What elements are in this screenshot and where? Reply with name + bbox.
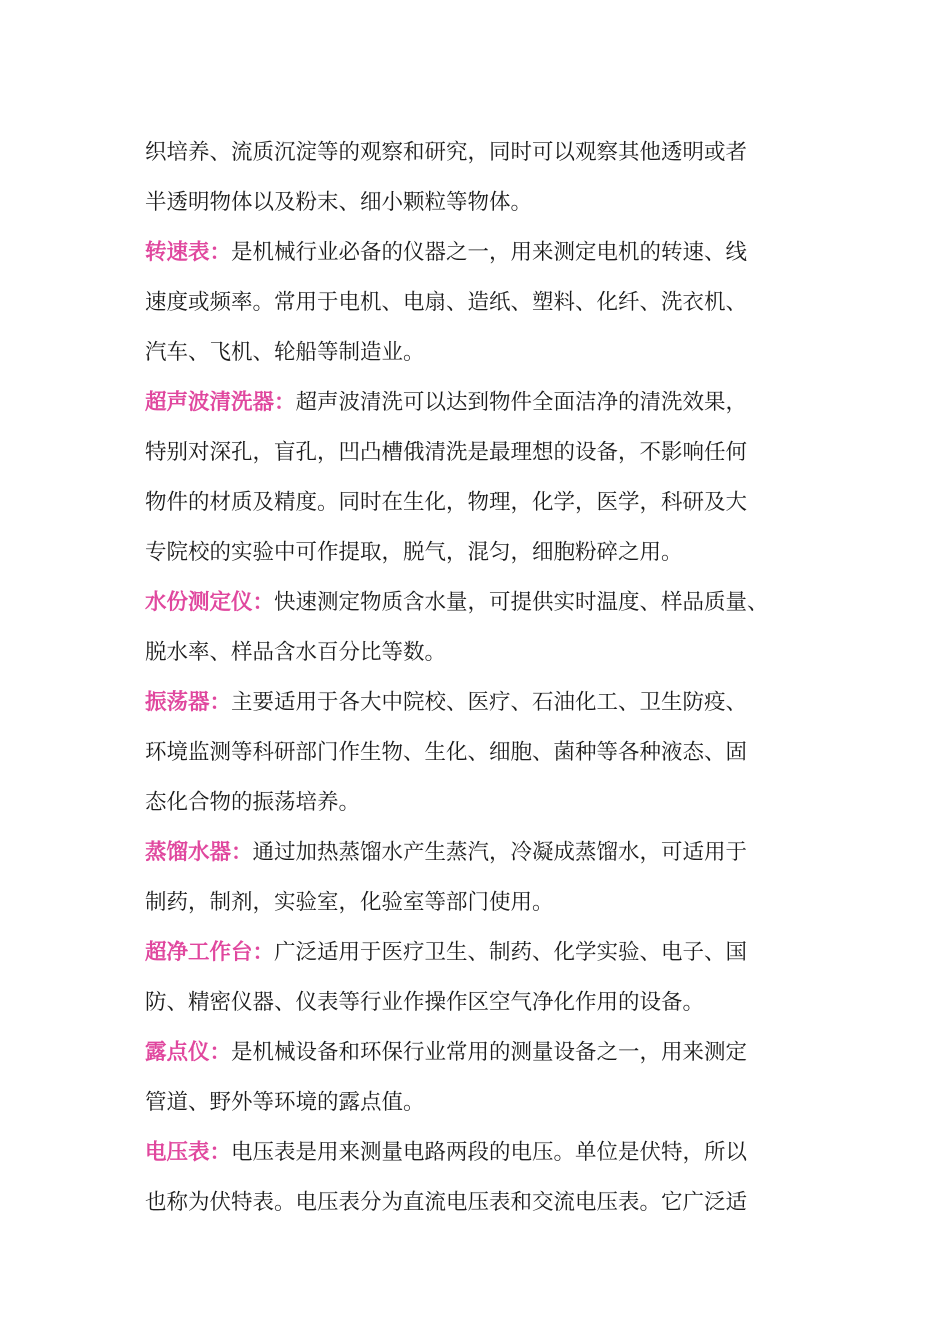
- entry-moisture-analyzer: [145, 578, 825, 628]
- entry-text: 广泛适用于医疗卫生、制药、化学实验、电子、国: [274, 940, 748, 965]
- entry-text-line: 汽车、飞机、轮船等制造业。: [145, 340, 425, 365]
- document-body: [145, 128, 825, 1228]
- entry-text: 电压表是用来测量电路两段的电压。单位是伏特，所以: [231, 1140, 748, 1165]
- entry-text: 是机械行业必备的仪器之一，用来测定电机的转速、线: [231, 240, 748, 265]
- entry-water-distiller: [145, 828, 825, 878]
- entry-text: 快速测定物质含水量，可提供实时温度、样品质量、: [274, 590, 769, 615]
- entry-text-line: 物件的材质及精度。同时在生化，物理，化学，医学，科研及大: [145, 490, 748, 515]
- entry-term: 蒸馏水器：: [145, 840, 253, 865]
- entry-text: 超声波清洗可以达到物件全面洁净的清洗效果，: [295, 390, 748, 415]
- entry-text-line: 管道、野外等环境的露点值。: [145, 1090, 425, 1115]
- entry-text-line: 速度或频率。常用于电机、电扇、造纸、塑料、化纤、洗衣机、: [145, 290, 748, 315]
- intro-line: 半透明物体以及粉末、细小颗粒等物体。: [145, 190, 533, 215]
- entry-term: 振荡器：: [145, 690, 232, 715]
- entry-clean-bench: [145, 928, 825, 978]
- entry-text-line: 脱水率、样品含水百分比等数。: [145, 640, 447, 665]
- entry-term: 电压表：: [145, 1140, 232, 1165]
- entry-term: 超净工作台：: [145, 940, 275, 965]
- entry-oscillator: [145, 678, 825, 728]
- entry-tachometer: [145, 228, 825, 278]
- entry-text-line: 特别对深孔，盲孔，凹凸槽俄清洗是最理想的设备，不影响任何: [145, 440, 748, 465]
- entry-text-line: 态化合物的振荡培养。: [145, 790, 361, 815]
- entry-text-line: 制药，制剂，实验室，化验室等部门使用。: [145, 890, 554, 915]
- entry-term: 水份测定仪：: [145, 590, 275, 615]
- entry-text-line: 防、精密仪器、仪表等行业作操作区空气净化作用的设备。: [145, 990, 705, 1015]
- entry-term: 超声波清洗器：: [145, 390, 296, 415]
- entry-text-line: 专院校的实验中可作提取，脱气，混匀，细胞粉碎之用。: [145, 540, 683, 565]
- entry-text: 是机械设备和环保行业常用的测量设备之一，用来测定: [231, 1040, 748, 1065]
- entry-term: 转速表：: [145, 240, 232, 265]
- entry-text: 主要适用于各大中院校、医疗、石油化工、卫生防疫、: [231, 690, 748, 715]
- entry-text-line: 也称为伏特表。电压表分为直流电压表和交流电压表。它广泛适: [145, 1190, 748, 1215]
- entry-term: 露点仪：: [145, 1040, 232, 1065]
- intro-line: 织培养、流质沉淀等的观察和研究，同时可以观察其他透明或者: [145, 140, 748, 165]
- entry-voltmeter: [145, 1128, 825, 1178]
- entry-text: 通过加热蒸馏水产生蒸汽，冷凝成蒸馏水，可适用于: [252, 840, 748, 865]
- entry-text-line: 环境监测等科研部门作生物、生化、细胞、菌种等各种液态、固: [145, 740, 748, 765]
- entry-dew-point-meter: [145, 1028, 825, 1078]
- entry-ultrasonic-cleaner: [145, 378, 825, 428]
